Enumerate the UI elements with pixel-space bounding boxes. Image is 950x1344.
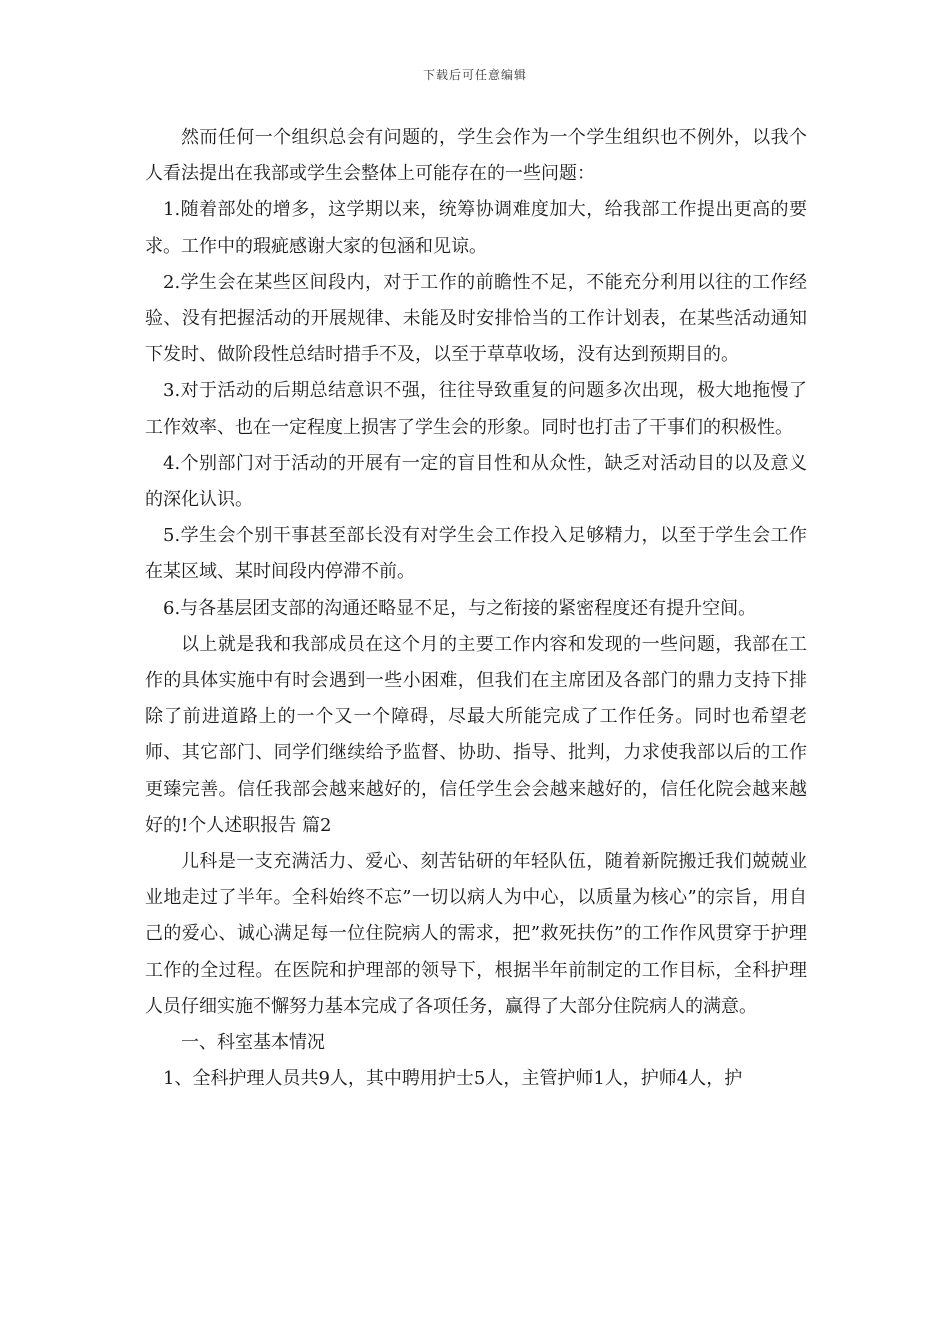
paragraph-summary: 以上就是我和我部成员在这个月的主要工作内容和发现的一些问题，我部在工作的具体实施中有时会遇到一些小困难，但我们在主席团及各部门的鼎力支持下排除了前进道路上的一个又一个障碍，尽最大所能完成了工作任务。同时也希望老师、其它部门、同学们继续给予监督、协助、指导、批判，力求使我部以后的工作更臻完善。信任我部会越来越好的，信任学生会会越来越好的，信任化院会越来越好的!个人述职报告 篇2 <box>145 633 807 836</box>
list-item-2: 2.学生会在某些区间段内，对于工作的前瞻性不足，不能充分利用以往的工作经验、没有把握活动的开展规律、未能及时安排恰当的工作计划表，在某些活动通知下发时、做阶段性总结时措手不及，以至于草草收场，没有达到预期目的。 <box>145 271 807 366</box>
document-body <box>145 120 807 1097</box>
paragraph-staff: 1、全科护理人员共9人，其中聘用护士5人，主管护师1人，护师4人，护 <box>163 1068 743 1090</box>
page-header: 下载后可任意编辑 <box>422 68 527 82</box>
paragraph-pediatrics-intro: 儿科是一支充满活力、爱心、刻苦钻研的年轻队伍，随着新院搬迁我们兢兢业业地走过了半年。全科始终不忘”一切以病人为中心，以质量为核心”的宗旨，用自己的爱心、诚心满足每一位住院病人的需求，把”救死扶伤”的工作作风贯穿于护理工作的全过程。在医院和护理部的领导下，根据半年前制定的工作目标，全科护理人员仔细实施不懈努力基本完成了各项任务，赢得了大部分住院病人的满意。 <box>145 851 807 1017</box>
list-item-3: 3.对于活动的后期总结意识不强，往往导致重复的问题多次出现，极大地拖慢了工作效率、也在一定程度上损害了学生会的形象。同时也打击了干事们的积极性。 <box>145 380 807 438</box>
list-item-6: 6.与各基层团支部的沟通还略显不足，与之衔接的紧密程度还有提升空间。 <box>163 597 757 619</box>
list-item-5: 5.学生会个别干事甚至部长没有对学生会工作投入足够精力，以至于学生会工作在某区域、某时间段内停滞不前。 <box>145 525 807 583</box>
list-item-1: 1.随着部处的增多，这学期以来，统筹协调难度加大，给我部工作提出更高的要求。工作中的瑕疵感谢大家的包涵和见谅。 <box>145 199 807 257</box>
section-heading: 一、科室基本情况 <box>181 1032 325 1054</box>
list-item-4: 4.个别部门对于活动的开展有一定的盲目性和从众性，缺乏对活动目的以及意义的深化认识。 <box>145 452 807 511</box>
paragraph-intro: 然而任何一个组织总会有问题的，学生会作为一个学生组织也不例外，以我个人看法提出在我部或学生会整体上可能存在的一些问题： <box>145 127 807 185</box>
